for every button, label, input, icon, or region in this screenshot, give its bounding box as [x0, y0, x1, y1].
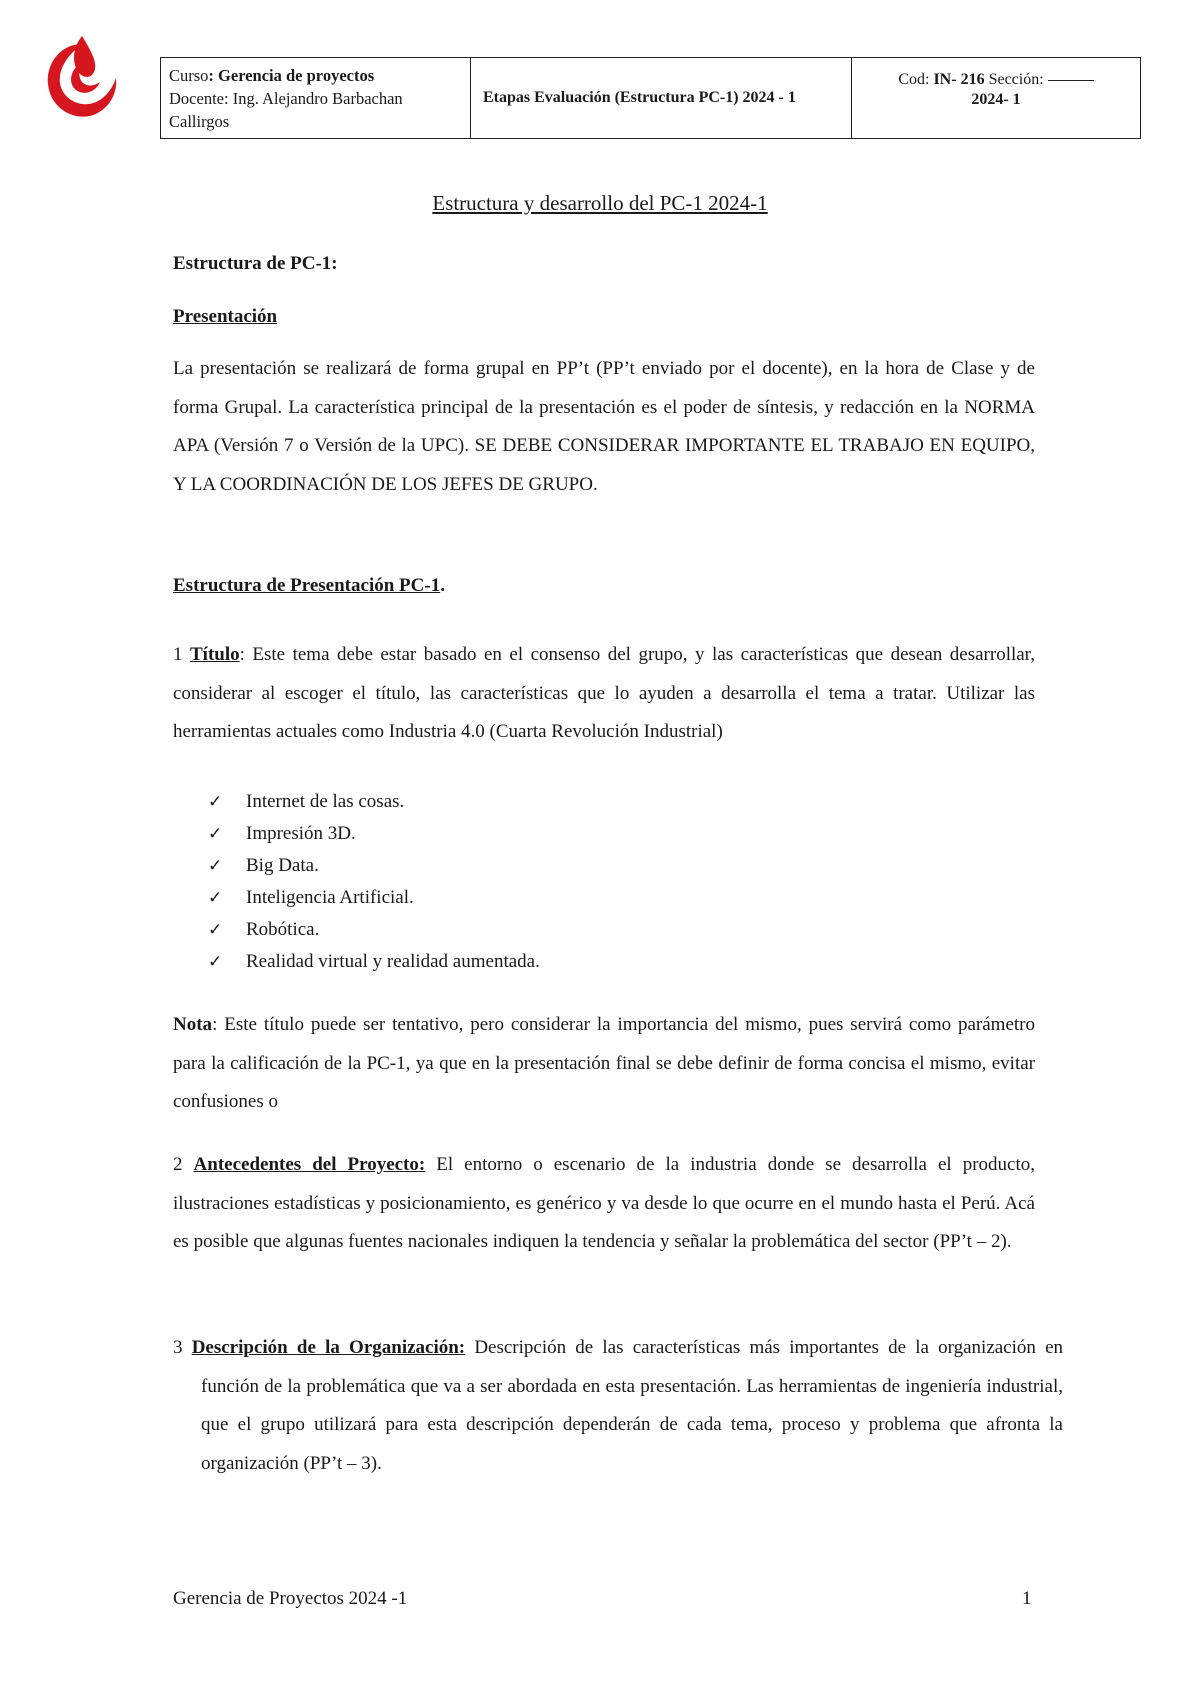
- evaluation-title: Etapas Evaluación (Estructura PC-1) 2024 - 1: [483, 89, 796, 106]
- curso-value: : Gerencia de proyectos: [208, 66, 375, 85]
- docente-label: Docente: [169, 89, 224, 108]
- list-item: ✓ Realidad virtual y realidad aumentada.: [208, 946, 540, 978]
- upc-logo: [40, 34, 124, 120]
- industry-4-checklist: [208, 786, 540, 978]
- list-item: ✓ Robótica.: [208, 914, 540, 946]
- item-2-text: El entorno o escenario de la industria donde se desarrolla el producto, ilustraciones estadísticas y posicionamiento, es genérico y va desde lo que ocurre en el mundo hasta el Perú. Acá es posible que algunas fuentes nacionales indiquen la tendencia y señalar la problemática del sector (PP’t – 2).: [173, 1154, 1035, 1252]
- item-1-paragraph: [173, 636, 1035, 752]
- header-table: [160, 57, 1141, 139]
- footer-course: Gerencia de Proyectos 2024 -1: [173, 1588, 408, 1609]
- item-3-number: 3: [173, 1337, 192, 1358]
- docente-value: : Ing. Alejandro Barbachan Callirgos: [169, 89, 403, 131]
- estructura-presentacion-heading-line: [173, 567, 1035, 606]
- code-section-cell: [852, 58, 1140, 138]
- presentacion-paragraph: La presentación se realizará de forma grupal en PP’t (PP’t enviado por el docente), en la hora de Clase y de forma Grupal. La característica principal de la presentación es el poder de síntesis, y redacción en la NORMA APA (Versión 7 o Versión de la UPC). SE DEBE CONSIDERAR IMPORTANTE EL TRABAJO EN EQUIPO, Y LA COORDINACIÓN DE LOS JEFES DE GRUPO.: [173, 358, 1035, 495]
- item-1-number: 1: [173, 644, 190, 665]
- nota-paragraph: [173, 1006, 1035, 1122]
- item-3-label: Descripción de la Organización:: [191, 1337, 466, 1358]
- nota-text: : Este título puede ser tentativo, pero considerar la importancia del mismo, pues servirá como parámetro para la calificación de la PC-1, ya que en la presentación final se debe definir de forma concisa el mismo, evitar confusiones o: [173, 1014, 1035, 1112]
- checkmark-icon: ✓: [208, 824, 223, 844]
- item-2-label: Antecedentes del Proyecto:: [193, 1154, 426, 1175]
- item-2-number: 2: [173, 1154, 194, 1175]
- item-3-text: Descripción de las características más importantes de la organización en función de la problemática que va a ser abordada en esta presentación. Las herramientas de ingeniería industrial, que el grupo utilizará para esta descripción dependerán de cada tema, proceso y problema que afronta la organización (PP’t – 3).: [201, 1337, 1064, 1474]
- checkmark-icon: ✓: [208, 952, 223, 972]
- estructura-heading: Estructura de PC-1:: [173, 253, 338, 274]
- cod-label: Cod:: [898, 71, 930, 88]
- list-item: ✓ Big Data.: [208, 850, 540, 882]
- curso-label: Curso: [169, 66, 209, 85]
- list-item: ✓ Impresión 3D.: [208, 818, 540, 850]
- checkmark-icon: ✓: [208, 792, 223, 812]
- seccion-label: Sección:: [988, 71, 1044, 88]
- nota-label: Nota: [173, 1014, 213, 1035]
- period-value: 2024- 1: [971, 91, 1021, 108]
- seccion-blank: [1048, 79, 1094, 81]
- evaluation-title-cell: [471, 58, 852, 138]
- checkmark-icon: ✓: [208, 920, 223, 940]
- item-1-text: : Este tema debe estar basado en el consenso del grupo, y las características que desean desarrollar, considerar al escoger el título, las características que lo ayuden a desarrolla el tema a tratar. Utilizar las herramientas actuales como Industria 4.0 (Cuarta Revolución Industrial): [173, 644, 1036, 742]
- presentacion-heading: Presentación: [173, 306, 278, 327]
- heading-dot: .: [440, 575, 445, 596]
- checkmark-icon: ✓: [208, 856, 223, 876]
- item-3-paragraph: [173, 1329, 1063, 1483]
- estructura-presentacion-heading: Estructura de Presentación PC-1: [173, 575, 441, 596]
- page-number: 1: [1022, 1588, 1032, 1609]
- item-1-label: Título: [190, 644, 240, 665]
- list-item: ✓ Inteligencia Artificial.: [208, 882, 540, 914]
- list-item: ✓ Internet de las cosas.: [208, 786, 540, 818]
- checkmark-icon: ✓: [208, 888, 223, 908]
- item-2-paragraph: [173, 1146, 1035, 1262]
- cod-value: IN- 216: [933, 71, 985, 88]
- course-info-cell: [161, 58, 471, 138]
- document-title: Estructura y desarrollo del PC-1 2024-1: [432, 191, 768, 215]
